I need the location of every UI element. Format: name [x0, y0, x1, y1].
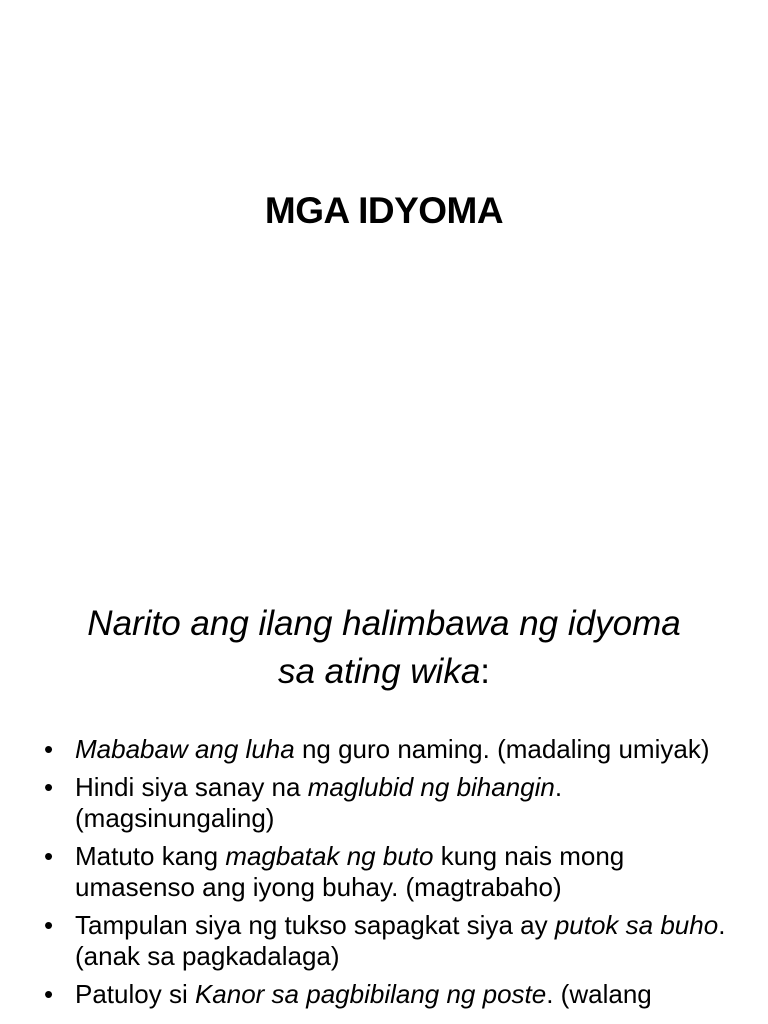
slide-title: MGA IDYOMA [264, 190, 504, 231]
list-item [44, 734, 734, 765]
heading-line2: sa ating wika [277, 652, 481, 691]
list-item [44, 841, 734, 903]
idiom-sentence-pre: Hindi siya sanay na [75, 772, 308, 802]
idiom-sentence: . (magsinungaling) [75, 772, 563, 833]
idiom-sentence-pre: Matuto kang [75, 841, 226, 871]
heading-line1: Narito ang ilang halimbawa ng idyoma [87, 604, 681, 643]
list-item [44, 772, 734, 834]
idiom-sentence: kung nais mong umasenso ang iyong buhay. (magtrabaho) [75, 841, 625, 902]
idiom-phrase: maglubid ng bihangin [307, 772, 555, 802]
idiom-list [44, 734, 734, 1017]
idiom-sentence: ng guro naming. (madaling umiyak) [294, 734, 710, 764]
idiom-phrase: Mababaw ang luha [75, 734, 295, 764]
list-item [44, 979, 734, 1010]
idiom-sentence: . (anak sa pagkadalaga) [75, 910, 726, 971]
list-item [44, 910, 734, 972]
idiom-sentence-pre: Patuloy si [75, 979, 195, 1009]
idiom-sentence-pre: Tampulan siya ng tukso sapagkat siya ay [75, 910, 555, 940]
heading-colon: : [480, 652, 491, 691]
idiom-phrase: putok sa buho [554, 910, 719, 940]
idiom-phrase: magbatak ng buto [225, 841, 434, 871]
idiom-sentence: . (walang [546, 979, 652, 1009]
slide-heading [20, 600, 748, 696]
content-slide [0, 576, 768, 1024]
idiom-phrase: Kanor sa pagbibilang ng poste [194, 979, 547, 1009]
